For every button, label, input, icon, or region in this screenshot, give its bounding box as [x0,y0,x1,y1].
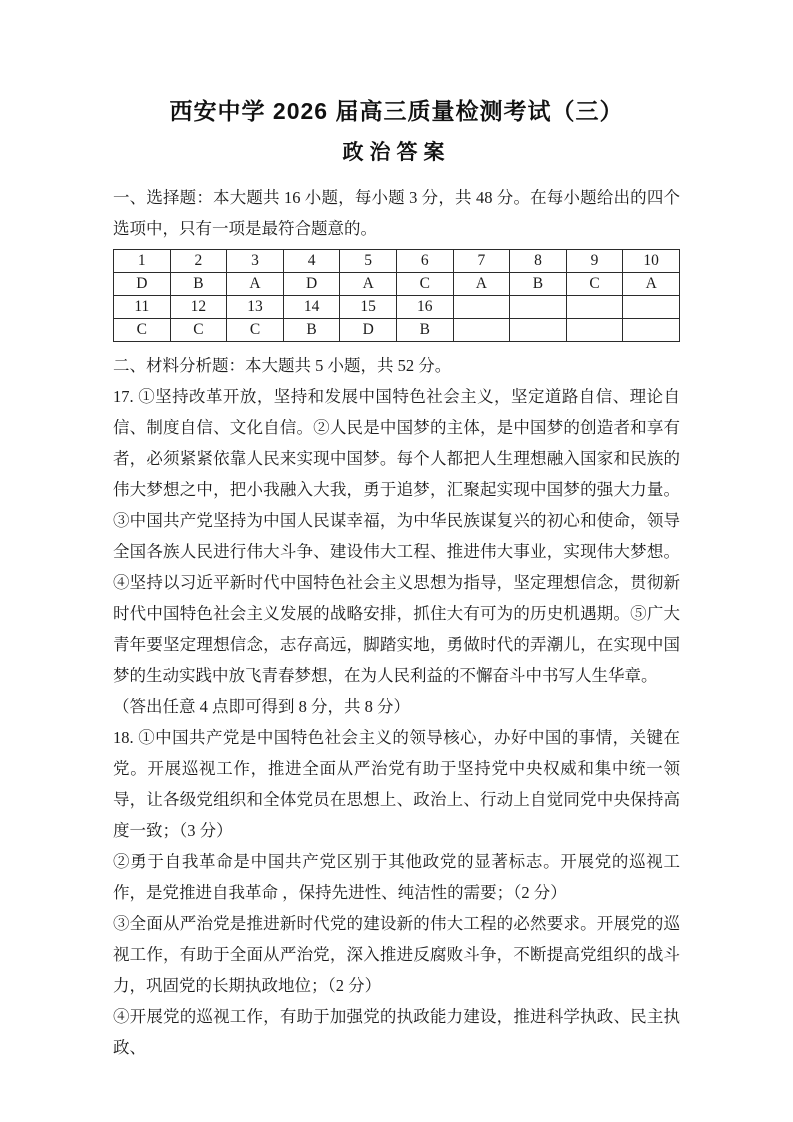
answer-table-cell [623,319,680,342]
answer-table-row-question-numbers-2 [114,296,680,319]
answer-table-cell: C [114,319,171,342]
question-18-answer [113,722,680,1063]
answer-table-cell: B [170,273,227,296]
answer-table-cell [510,296,567,319]
answer-table-cell: D [340,319,397,342]
answer-table-cell: D [114,273,171,296]
answer-table-cell: 3 [227,250,284,273]
page-subtitle: 政治答案 [342,141,451,164]
answer-table-cell: 14 [283,296,340,319]
answer-table-cell: B [283,319,340,342]
answer-table-cell: 8 [510,250,567,273]
answer-table [113,249,680,342]
answer-table-row-question-numbers-1 [114,250,680,273]
answer-table-cell: C [170,319,227,342]
answer-table-cell: A [340,273,397,296]
answer-table-cell [566,296,623,319]
document-content [113,0,680,1063]
answer-table-cell: 7 [453,250,510,273]
q17-scoring-note: （答出任意 4 点即可得到 8 分，共 8 分） [113,697,410,716]
answer-table-cell [566,319,623,342]
answer-table-cell [623,296,680,319]
answer-table-cell: 6 [396,250,453,273]
answer-table-cell: C [396,273,453,296]
q18-answer-point-3: ③全面从严治党是推进新时代党的建设新的伟大工程的必然要求。开展党的巡视工作，有助于全面从严治党，深入推进反腐败斗争，不断提高党组织的战斗力，巩固党的长期执政地位；（2 分） [113,914,680,995]
answer-table-cell: A [453,273,510,296]
answer-table-cell [453,296,510,319]
answer-table-row-answers-2 [114,319,680,342]
answer-table-cell: 11 [114,296,171,319]
answer-table-cell: 15 [340,296,397,319]
answer-table-cell: 1 [114,250,171,273]
answer-table-cell: A [623,273,680,296]
q18-answer-point-4: ④开展党的巡视工作，有助于加强党的执政能力建设，推进科学执政、民主执政、 [113,1007,680,1057]
answer-table-cell: 10 [623,250,680,273]
answer-table-cell: D [283,273,340,296]
answer-table-cell: 12 [170,296,227,319]
answer-table-cell: 9 [566,250,623,273]
answer-table-cell: A [227,273,284,296]
section1-heading: 一、选择题：本大题共 16 小题，每小题 3 分，共 48 分。在每小题给出的四个选项中，只有一项是最符合题意的。 [113,188,680,238]
answer-table-row-answers-1 [114,273,680,296]
answer-table-cell: 4 [283,250,340,273]
answer-table-cell [510,319,567,342]
answer-table-cell: B [396,319,453,342]
answer-table-cell: 16 [396,296,453,319]
answer-table-cell: 2 [170,250,227,273]
question-17-answer [113,381,680,722]
answer-table-cell: C [566,273,623,296]
answer-table-cell: 5 [340,250,397,273]
section2-heading: 二、材料分析题：本大题共 5 小题，共 52 分。 [113,356,452,375]
q17-answer-paragraph: 17. ①坚持改革开放，坚持和发展中国特色社会主义，坚定道路自信、理论自信、制度自信、文化自信。②人民是中国梦的主体，是中国梦的创造者和享有者，必须紧紧依靠人民来实现中国梦。每个人都把人生理想融入国家和民族的伟大梦想之中，把小我融入大我，勇于追梦，汇聚起实现中国梦的强大力量。③中国共产党坚持为中国人民谋幸福，为中华民族谋复兴的初心和使命，领导全国各族人民进行伟大斗争、建设伟大工程、推进伟大事业，实现伟大梦想。④坚持以习近平新时代中国特色社会主义思想为指导，坚定理想信念，贯彻新时代中国特色社会主义发展的战略安排，抓住大有可为的历史机遇期。⑤广大青年要坚定理想信念，志存高远，脚踏实地，勇做时代的弄潮儿，在实现中国梦的生动实践中放飞青春梦想，在为人民利益的不懈奋斗中书写人生华章。 [113,387,680,685]
answer-table-cell: 13 [227,296,284,319]
q18-answer-point-2: ②勇于自我革命是中国共产党区别于其他政党的显著标志。开展党的巡视工作，是党推进自我革命 ，保持先进性、纯洁性的需要；（2 分） [113,852,680,902]
answer-table-cell: B [510,273,567,296]
page-title: 西安中学 2026 届高三质量检测考试（三） [169,98,624,124]
answer-table-cell [453,319,510,342]
answer-table-cell: C [227,319,284,342]
q18-answer-point-1: 18. ①中国共产党是中国特色社会主义的领导核心，办好中国的事情，关键在党。开展巡视工作，推进全面从严治党有助于坚持党中央权威和集中统一领导，让各级党组织和全体党员在思想上、政治上、行动上自觉同党中央保持高度一致；（3 分） [113,728,680,840]
